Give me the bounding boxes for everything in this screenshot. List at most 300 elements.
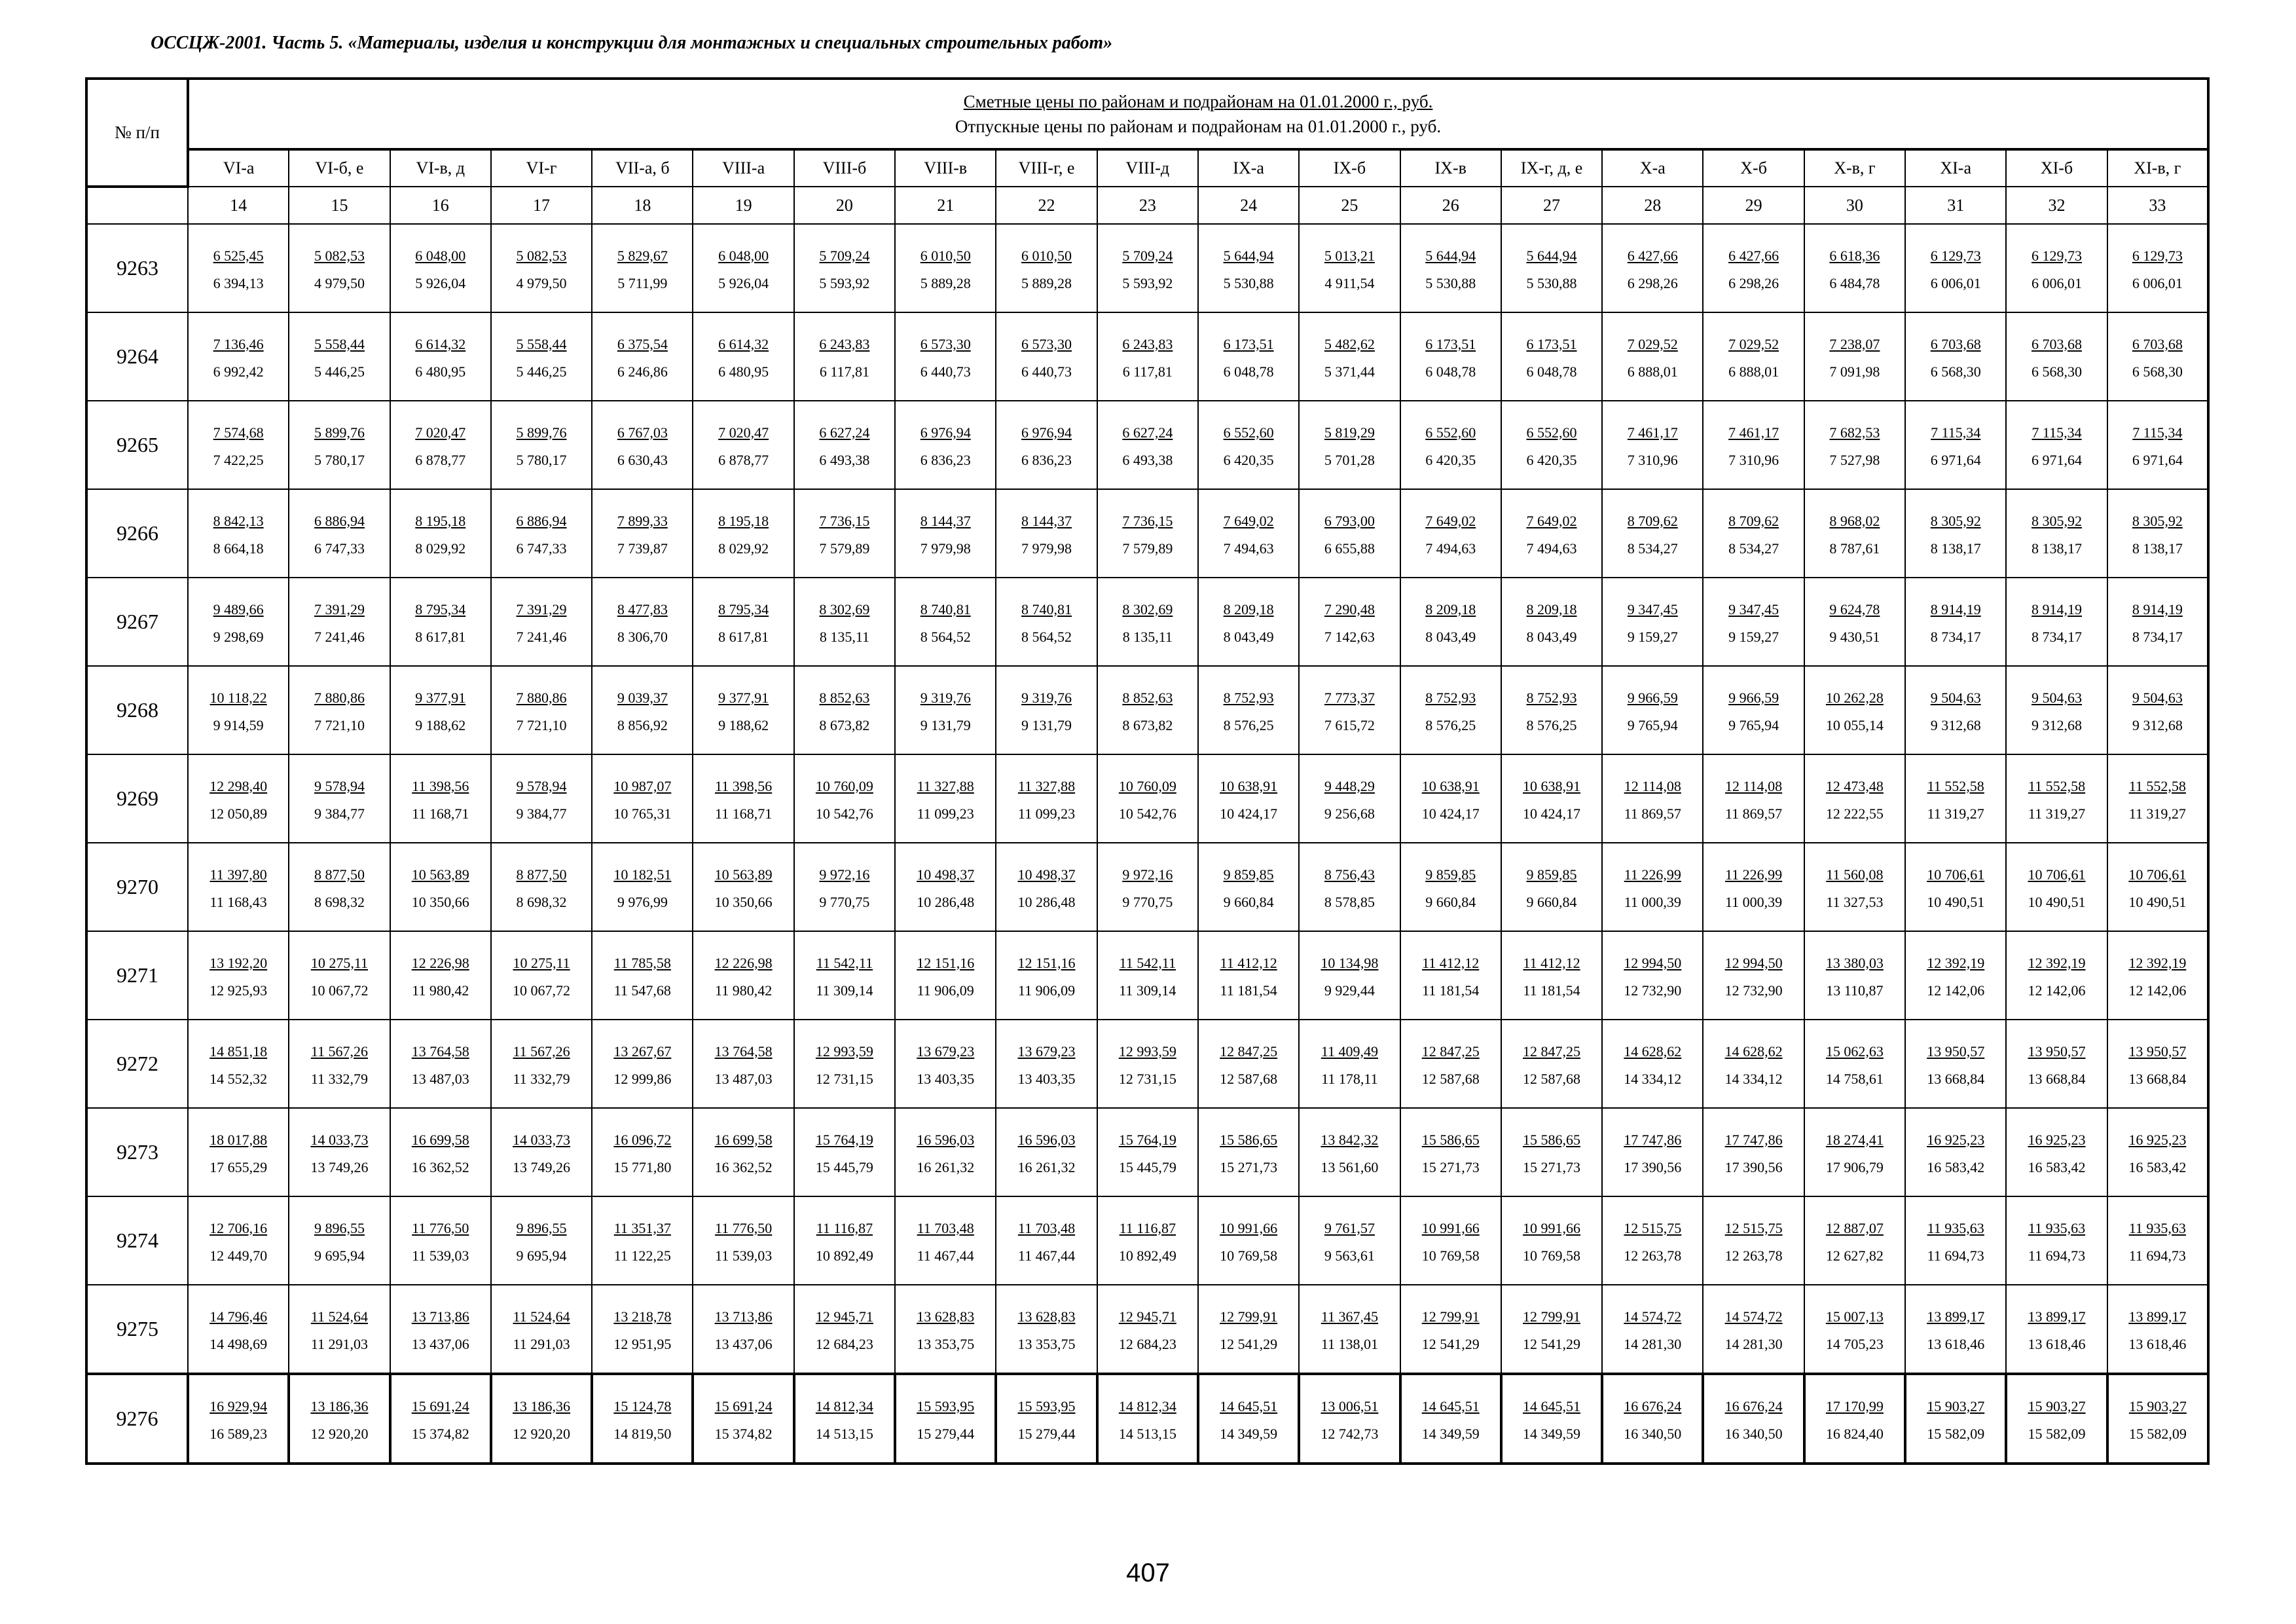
row-number: 9264: [86, 312, 188, 401]
estimated-price: 8 877,50: [314, 866, 365, 883]
price-cell: [1400, 843, 1501, 931]
region-header: IX-в: [1400, 149, 1501, 187]
price-cell: [794, 578, 895, 666]
price-cell: [2006, 666, 2107, 754]
release-price: 14 552,32: [210, 1070, 268, 1087]
release-price: 6 568,30: [1930, 363, 1981, 380]
estimated-price: 11 776,50: [412, 1219, 469, 1236]
release-price: 12 684,23: [815, 1335, 873, 1352]
estimated-price: 11 542,11: [816, 954, 873, 971]
estimated-price: 9 624,78: [1829, 600, 1880, 618]
region-header: X-а: [1602, 149, 1703, 187]
estimated-price: 11 226,99: [1725, 866, 1783, 883]
estimated-price: 8 305,92: [1930, 512, 1981, 529]
estimated-price: 10 760,09: [815, 777, 873, 794]
price-cell: [1400, 1374, 1501, 1464]
price-cell: [1703, 1374, 1804, 1464]
release-price: 10 542,76: [1118, 805, 1176, 822]
release-price: 14 498,69: [210, 1335, 268, 1352]
release-price: 13 668,84: [1927, 1070, 1985, 1087]
row-number: 9273: [86, 1108, 188, 1196]
estimated-price: 8 752,93: [1526, 689, 1577, 706]
price-cell: [1602, 754, 1703, 843]
price-cell: [592, 312, 693, 401]
release-price: 9 929,44: [1324, 982, 1375, 999]
price-cell: [1804, 578, 1905, 666]
estimated-price: 13 713,86: [714, 1308, 773, 1325]
estimated-price: 14 645,51: [1523, 1397, 1580, 1414]
estimated-price: 9 859,85: [1425, 866, 1476, 883]
release-price: 6 630,43: [617, 451, 668, 468]
release-price: 11 869,57: [1725, 805, 1783, 822]
release-price: 16 340,50: [1624, 1425, 1682, 1442]
release-price: 15 445,79: [1118, 1158, 1176, 1175]
estimated-price: 5 709,24: [1122, 247, 1173, 264]
price-cell: [794, 1196, 895, 1285]
price-cell: [895, 401, 996, 489]
price-table: [85, 77, 2210, 1465]
estimated-price: 11 397,80: [210, 866, 267, 883]
estimated-price: 5 082,53: [314, 247, 365, 264]
release-price: 8 306,70: [617, 628, 668, 645]
price-cell: [592, 1374, 693, 1464]
estimated-price: 8 877,50: [516, 866, 567, 883]
release-price: 7 091,98: [1829, 363, 1880, 380]
release-price: 9 312,68: [2132, 716, 2183, 733]
estimated-price: 6 552,60: [1526, 424, 1577, 441]
price-cell: [1198, 1285, 1299, 1374]
column-number: 22: [996, 187, 1097, 224]
price-cell: [1299, 401, 1400, 489]
release-price: 15 582,09: [2128, 1425, 2187, 1442]
release-price: 8 698,32: [516, 893, 567, 910]
estimated-price: 12 226,98: [411, 954, 469, 971]
price-cell: [794, 1020, 895, 1108]
price-cell: [1804, 401, 1905, 489]
column-number: 32: [2006, 187, 2107, 224]
release-price: 6 480,95: [718, 363, 769, 380]
price-cell: [1602, 931, 1703, 1020]
estimated-price: 6 614,32: [415, 335, 466, 352]
release-price: 8 617,81: [718, 628, 769, 645]
estimated-price: 8 144,37: [1021, 512, 1072, 529]
estimated-price: 11 116,87: [1119, 1219, 1176, 1236]
release-price: 17 390,56: [1624, 1158, 1682, 1175]
price-cell: [289, 312, 390, 401]
release-price: 11 332,79: [310, 1070, 369, 1087]
estimated-price: 9 859,85: [1223, 866, 1274, 883]
price-cell: [2006, 843, 2107, 931]
release-price: 12 263,78: [1724, 1247, 1783, 1264]
price-cell: [1905, 1020, 2006, 1108]
estimated-price: 15 593,95: [1017, 1397, 1076, 1414]
price-cell: [693, 1020, 793, 1108]
estimated-price: 6 048,00: [415, 247, 466, 264]
column-number-row: [86, 187, 2208, 224]
estimated-price: 9 504,63: [2031, 689, 2082, 706]
column-number: 33: [2107, 187, 2208, 224]
estimated-price: 6 375,54: [617, 335, 668, 352]
estimated-price: 12 515,75: [1624, 1219, 1682, 1236]
estimated-price: 11 116,87: [816, 1219, 873, 1236]
release-price: 8 664,18: [213, 540, 264, 557]
estimated-price: 8 842,13: [213, 512, 264, 529]
price-cell: [1905, 1285, 2006, 1374]
price-cell: [1299, 666, 1400, 754]
price-cell: [996, 401, 1097, 489]
estimated-price: 10 498,37: [1017, 866, 1076, 883]
estimated-price: 7 773,37: [1324, 689, 1375, 706]
price-cell: [289, 489, 390, 578]
estimated-price: 5 082,53: [516, 247, 567, 264]
price-cell: [390, 843, 491, 931]
price-cell: [289, 224, 390, 312]
price-cell: [1703, 666, 1804, 754]
estimated-price: 16 925,23: [2128, 1131, 2187, 1148]
price-cell: [289, 843, 390, 931]
column-number: 16: [390, 187, 491, 224]
price-cell: [794, 1374, 895, 1464]
price-cell: [2107, 401, 2208, 489]
release-price: 8 617,81: [415, 628, 466, 645]
release-price: 10 542,76: [815, 805, 873, 822]
estimated-price: 11 327,88: [917, 777, 974, 794]
estimated-price: 6 129,73: [1930, 247, 1981, 264]
price-cell: [996, 489, 1097, 578]
price-cell: [1299, 489, 1400, 578]
price-cell: [390, 1285, 491, 1374]
release-price: 12 925,93: [210, 982, 268, 999]
estimated-price: 12 994,50: [1624, 954, 1682, 971]
estimated-price: 8 477,83: [617, 600, 668, 618]
price-cell: [491, 578, 592, 666]
release-price: 7 142,63: [1324, 628, 1375, 645]
price-cell: [996, 666, 1097, 754]
price-table-body: [86, 79, 2208, 1464]
release-price: 10 892,49: [1118, 1247, 1176, 1264]
price-cell: [1905, 312, 2006, 401]
release-price: 9 976,99: [617, 893, 668, 910]
price-cell: [390, 931, 491, 1020]
estimated-price: 8 914,19: [2031, 600, 2082, 618]
estimated-price: 10 638,91: [1523, 777, 1580, 794]
release-price: 16 589,23: [210, 1425, 268, 1442]
price-cell: [592, 931, 693, 1020]
price-cell: [2006, 1020, 2107, 1108]
price-cell: [1198, 1020, 1299, 1108]
row-number: 9275: [86, 1285, 188, 1374]
estimated-price: 16 929,94: [210, 1397, 268, 1414]
estimated-price: 6 614,32: [718, 335, 769, 352]
release-price: 8 043,49: [1223, 628, 1274, 645]
estimated-price: 6 010,50: [1021, 247, 1072, 264]
table-row: [86, 224, 2208, 312]
price-cell: [1905, 401, 2006, 489]
price-cell: [2107, 1374, 2208, 1464]
estimated-price: 15 691,24: [411, 1397, 469, 1414]
release-price: 8 043,49: [1526, 628, 1577, 645]
release-price: 14 705,23: [1825, 1335, 1884, 1352]
release-price: 9 159,27: [1627, 628, 1678, 645]
release-price: 11 547,68: [613, 982, 671, 999]
release-price: 7 494,63: [1223, 540, 1274, 557]
estimated-price: 13 950,57: [1927, 1043, 1985, 1060]
release-price: 16 583,42: [2128, 1158, 2187, 1175]
release-price: 13 110,87: [1826, 982, 1884, 999]
price-cell: [1198, 1196, 1299, 1285]
release-price: 14 513,15: [815, 1425, 873, 1442]
column-number: 14: [188, 187, 289, 224]
estimated-price: 15 903,27: [2128, 1397, 2187, 1414]
release-price: 14 349,59: [1421, 1425, 1480, 1442]
release-price: 6 440,73: [1021, 363, 1072, 380]
release-price: 4 979,50: [314, 274, 365, 291]
estimated-price: 12 226,98: [714, 954, 773, 971]
price-cell: [1400, 489, 1501, 578]
estimated-price: 8 302,69: [1122, 600, 1173, 618]
release-price: 8 564,52: [920, 628, 971, 645]
release-price: 12 263,78: [1624, 1247, 1682, 1264]
estimated-price: 14 851,18: [210, 1043, 268, 1060]
price-cell: [693, 1108, 793, 1196]
estimated-price: 14 574,72: [1624, 1308, 1682, 1325]
release-price: 9 430,51: [1829, 628, 1880, 645]
release-price: 12 587,68: [1421, 1070, 1480, 1087]
estimated-price: 11 398,56: [715, 777, 773, 794]
release-price: 6 971,64: [2031, 451, 2082, 468]
estimated-price: 10 991,66: [1421, 1219, 1480, 1236]
release-price: 11 980,42: [715, 982, 773, 999]
price-cell: [289, 1374, 390, 1464]
release-price: 11 178,11: [1321, 1070, 1378, 1087]
estimated-price: 12 847,25: [1523, 1043, 1580, 1060]
estimated-price: 6 173,51: [1223, 335, 1274, 352]
release-price: 10 055,14: [1825, 716, 1884, 733]
price-cell: [1299, 754, 1400, 843]
estimated-price: 9 578,94: [516, 777, 567, 794]
estimated-price: 14 812,34: [1118, 1397, 1176, 1414]
release-price: 8 029,92: [718, 540, 769, 557]
price-cell: [2006, 578, 2107, 666]
price-cell: [794, 224, 895, 312]
price-cell: [1703, 1285, 1804, 1374]
estimated-price: 9 761,57: [1324, 1219, 1375, 1236]
row-number: 9265: [86, 401, 188, 489]
region-header: XI-а: [1905, 149, 2006, 187]
estimated-price: 8 852,63: [819, 689, 870, 706]
price-cell: [895, 843, 996, 931]
price-cell: [1501, 1196, 1602, 1285]
price-cell: [188, 754, 289, 843]
release-price: 6 048,78: [1425, 363, 1476, 380]
release-price: 9 384,77: [314, 805, 365, 822]
price-cell: [1097, 1374, 1198, 1464]
estimated-price: 7 899,33: [617, 512, 668, 529]
estimated-price: 13 186,36: [310, 1397, 369, 1414]
price-cell: [289, 1020, 390, 1108]
release-price: 5 889,28: [1021, 274, 1072, 291]
estimated-price: 7 736,15: [1122, 512, 1173, 529]
release-price: 6 440,73: [920, 363, 971, 380]
estimated-price: 11 776,50: [715, 1219, 773, 1236]
release-price: 17 655,29: [210, 1158, 268, 1175]
table-row: [86, 754, 2208, 843]
release-price: 7 494,63: [1526, 540, 1577, 557]
release-price: 12 627,82: [1825, 1247, 1884, 1264]
release-price: 7 979,98: [1021, 540, 1072, 557]
release-price: 10 350,66: [714, 893, 773, 910]
estimated-price: 11 567,26: [310, 1043, 369, 1060]
estimated-price: 5 644,94: [1425, 247, 1476, 264]
estimated-price: 10 991,66: [1523, 1219, 1580, 1236]
release-price: 10 424,17: [1421, 805, 1480, 822]
price-cell: [1501, 1374, 1602, 1464]
region-header: VIII-д: [1097, 149, 1198, 187]
price-cell: [491, 401, 592, 489]
price-cell: [996, 1196, 1097, 1285]
price-cell: [996, 578, 1097, 666]
estimated-price: 14 574,72: [1724, 1308, 1783, 1325]
release-price: 8 673,82: [1122, 716, 1173, 733]
price-cell: [1198, 843, 1299, 931]
price-cell: [693, 931, 793, 1020]
estimated-price: 8 305,92: [2132, 512, 2183, 529]
estimated-price: 12 887,07: [1825, 1219, 1884, 1236]
price-cell: [693, 754, 793, 843]
release-price: 8 698,32: [314, 893, 365, 910]
release-price: 15 271,73: [1421, 1158, 1480, 1175]
estimated-price: 12 298,40: [210, 777, 268, 794]
row-number: 9274: [86, 1196, 188, 1285]
estimated-price: 7 029,52: [1728, 335, 1779, 352]
release-price: 6 971,64: [1930, 451, 1981, 468]
release-price: 8 029,92: [415, 540, 466, 557]
release-price: 8 734,17: [2031, 628, 2082, 645]
release-price: 10 490,51: [1927, 893, 1985, 910]
estimated-price: 8 195,18: [718, 512, 769, 529]
release-price: 6 493,38: [819, 451, 870, 468]
release-price: 5 593,92: [1122, 274, 1173, 291]
price-cell: [390, 224, 491, 312]
estimated-price: 5 819,29: [1324, 424, 1375, 441]
estimated-price: 13 950,57: [2028, 1043, 2086, 1060]
release-price: 14 334,12: [1724, 1070, 1783, 1087]
estimated-price: 12 706,16: [210, 1219, 268, 1236]
estimated-price: 12 847,25: [1421, 1043, 1480, 1060]
estimated-price: 9 896,55: [314, 1219, 365, 1236]
estimated-price: 9 859,85: [1526, 866, 1577, 883]
release-price: 12 731,15: [815, 1070, 873, 1087]
price-cell: [491, 1020, 592, 1108]
release-price: 6 747,33: [516, 540, 567, 557]
estimated-price: 8 752,93: [1425, 689, 1476, 706]
release-price: 9 384,77: [516, 805, 567, 822]
price-cell: [188, 666, 289, 754]
release-price: 10 350,66: [411, 893, 469, 910]
table-row: [86, 666, 2208, 754]
price-cell: [996, 1374, 1097, 1464]
column-number: 29: [1703, 187, 1804, 224]
estimated-price: 10 182,51: [613, 866, 672, 883]
price-cell: [1198, 224, 1299, 312]
price-cell: [289, 754, 390, 843]
table-row: [86, 1196, 2208, 1285]
price-cell: [1400, 1196, 1501, 1285]
price-cell: [1299, 1108, 1400, 1196]
release-price: 8 564,52: [1021, 628, 1072, 645]
price-cell: [895, 1374, 996, 1464]
price-cell: [1501, 578, 1602, 666]
column-number: 17: [491, 187, 592, 224]
estimated-price: 8 709,62: [1728, 512, 1779, 529]
release-price: 11 099,23: [1017, 805, 1076, 822]
estimated-price: 9 578,94: [314, 777, 365, 794]
release-price: 7 579,89: [1122, 540, 1173, 557]
table-title-line-2: Отпускные цены по районам и подрайонам на 01.01.2000 г., руб.: [955, 117, 1442, 136]
release-price: 5 780,17: [314, 451, 365, 468]
release-price: 10 067,72: [513, 982, 571, 999]
estimated-price: 7 649,02: [1425, 512, 1476, 529]
estimated-price: 7 020,47: [415, 424, 466, 441]
column-number: 19: [693, 187, 793, 224]
estimated-price: 10 706,61: [2028, 866, 2086, 883]
estimated-price: 9 347,45: [1627, 600, 1678, 618]
price-cell: [1097, 1285, 1198, 1374]
price-cell: [794, 1108, 895, 1196]
estimated-price: 6 703,68: [2031, 335, 2082, 352]
release-price: 12 142,06: [2028, 982, 2086, 999]
release-price: 9 131,79: [920, 716, 971, 733]
price-cell: [1703, 843, 1804, 931]
table-row: [86, 843, 2208, 931]
estimated-price: 7 736,15: [819, 512, 870, 529]
price-cell: [1703, 931, 1804, 1020]
price-cell: [2107, 666, 2208, 754]
estimated-price: 12 799,91: [1220, 1308, 1278, 1325]
release-price: 11 000,39: [1725, 893, 1783, 910]
estimated-price: 9 319,76: [1021, 689, 1072, 706]
release-price: 6 048,78: [1526, 363, 1577, 380]
release-price: 12 222,55: [1825, 805, 1884, 822]
estimated-price: 15 586,65: [1220, 1131, 1278, 1148]
region-header: X-в, г: [1804, 149, 1905, 187]
price-cell: [1400, 754, 1501, 843]
estimated-price: 11 409,49: [1321, 1043, 1378, 1060]
price-cell: [1299, 224, 1400, 312]
release-price: 12 142,06: [2128, 982, 2187, 999]
release-price: 8 534,27: [1728, 540, 1779, 557]
price-cell: [289, 931, 390, 1020]
price-cell: [895, 666, 996, 754]
release-price: 13 749,26: [310, 1158, 369, 1175]
region-header-row: [86, 149, 2208, 187]
release-price: 5 711,99: [617, 274, 668, 291]
release-price: 13 403,35: [917, 1070, 975, 1087]
estimated-price: 11 226,99: [1624, 866, 1681, 883]
release-price: 5 780,17: [516, 451, 567, 468]
estimated-price: 10 991,66: [1220, 1219, 1278, 1236]
estimated-price: 11 935,63: [2028, 1219, 2086, 1236]
release-price: 13 749,26: [513, 1158, 571, 1175]
release-price: 16 362,52: [411, 1158, 469, 1175]
estimated-price: 6 427,66: [1728, 247, 1779, 264]
release-price: 10 765,31: [613, 805, 672, 822]
release-price: 9 914,59: [213, 716, 264, 733]
price-cell: [1299, 1285, 1400, 1374]
release-price: 14 281,30: [1624, 1335, 1682, 1352]
estimated-price: 11 785,58: [613, 954, 671, 971]
estimated-price: 14 628,62: [1624, 1043, 1682, 1060]
